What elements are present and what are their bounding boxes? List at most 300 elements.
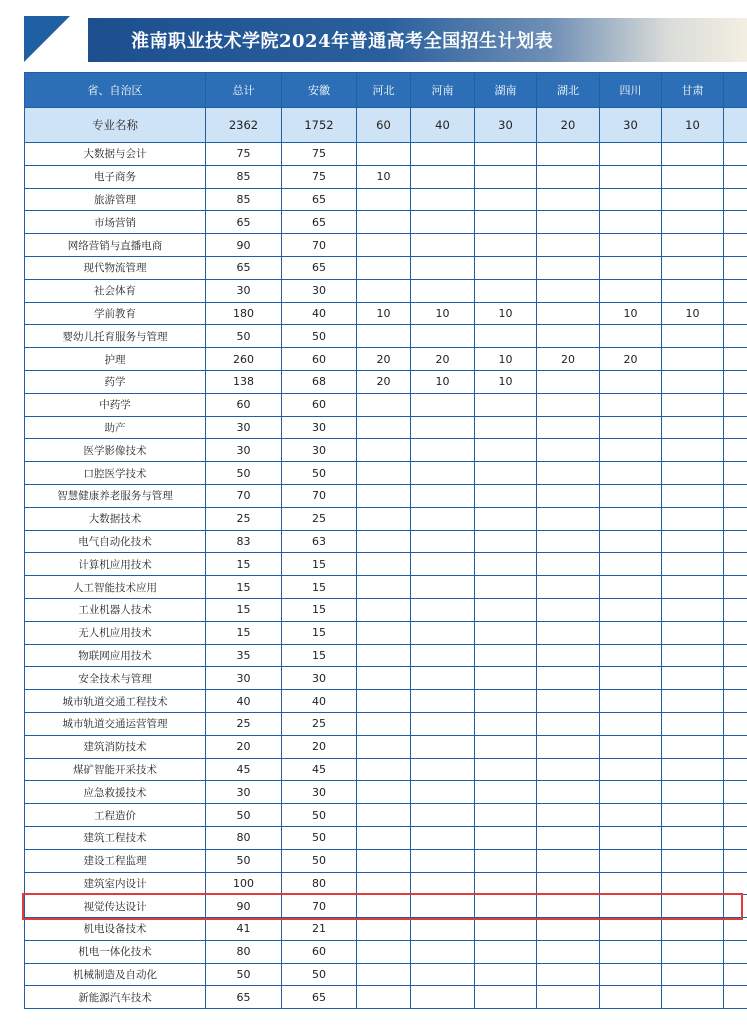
cell-value: 30: [206, 667, 282, 690]
cell-value: 80: [206, 826, 282, 849]
cell-label: 婴幼儿托育服务与管理: [25, 325, 206, 348]
cell-value: [411, 895, 475, 918]
cell-label: 大数据技术: [25, 507, 206, 530]
cell-value: [537, 507, 600, 530]
cell-value: [724, 872, 747, 895]
cell-value: [537, 667, 600, 690]
cell-value: [537, 758, 600, 781]
cell-value: 65: [282, 986, 357, 1009]
cell-value: [537, 690, 600, 713]
title-banner: [88, 18, 747, 62]
cell-value: [475, 621, 537, 644]
cell-value: [724, 690, 747, 713]
cell-value: [357, 940, 411, 963]
cell-value: [475, 165, 537, 188]
cell-value: 10: [475, 302, 537, 325]
cell-value: 总计: [206, 73, 282, 108]
cell-value: 20: [357, 370, 411, 393]
cell-value: [357, 758, 411, 781]
cell-label: 药学: [25, 370, 206, 393]
cell-value: [537, 211, 600, 234]
corner-triangle-decoration: [24, 16, 70, 62]
cell-value: 25: [206, 507, 282, 530]
cell-value: [357, 439, 411, 462]
cell-value: [357, 234, 411, 257]
table-row: [25, 963, 747, 986]
cell-value: 30: [475, 108, 537, 143]
table-row: [25, 598, 747, 621]
cell-value: [537, 416, 600, 439]
cell-value: [357, 507, 411, 530]
table-row: [25, 940, 747, 963]
cell-value: 65: [282, 188, 357, 211]
cell-value: [724, 621, 747, 644]
cell-value: [662, 712, 724, 735]
cell-value: 63: [282, 530, 357, 553]
cell-value: 50: [206, 849, 282, 872]
cell-value: [537, 781, 600, 804]
cell-value: [475, 690, 537, 713]
cell-value: [537, 621, 600, 644]
cell-value: [600, 507, 662, 530]
cell-value: [537, 302, 600, 325]
cell-value: 50: [206, 325, 282, 348]
cell-value: [357, 826, 411, 849]
cell-value: [600, 849, 662, 872]
cell-value: 湖南: [475, 73, 537, 108]
cell-value: [724, 781, 747, 804]
cell-value: 60: [282, 393, 357, 416]
cell-value: 30: [206, 416, 282, 439]
cell-value: [662, 507, 724, 530]
cell-value: [357, 416, 411, 439]
cell-value: [475, 143, 537, 166]
cell-value: 10: [411, 370, 475, 393]
cell-value: [662, 690, 724, 713]
cell-value: [475, 530, 537, 553]
cell-value: [724, 325, 747, 348]
cell-value: [600, 325, 662, 348]
cell-value: [475, 484, 537, 507]
cell-value: [537, 918, 600, 941]
cell-value: [600, 804, 662, 827]
cell-value: [357, 188, 411, 211]
cell-value: [357, 598, 411, 621]
cell-label: 省、自治区: [25, 73, 206, 108]
cell-value: [662, 484, 724, 507]
cell-value: 50: [282, 325, 357, 348]
cell-label: 应急救援技术: [25, 781, 206, 804]
cell-value: [600, 211, 662, 234]
cell-label: 旅游管理: [25, 188, 206, 211]
cell-label: 现代物流管理: [25, 256, 206, 279]
cell-value: [411, 143, 475, 166]
cell-value: [475, 553, 537, 576]
table-row: [25, 621, 747, 644]
cell-value: [411, 690, 475, 713]
cell-value: [600, 735, 662, 758]
cell-value: 50: [206, 804, 282, 827]
table-row: [25, 576, 747, 599]
cell-value: [475, 188, 537, 211]
table-row: [25, 143, 747, 166]
cell-value: [411, 667, 475, 690]
cell-value: 40: [282, 690, 357, 713]
cell-value: [411, 804, 475, 827]
cell-value: [537, 826, 600, 849]
cell-value: 60: [357, 108, 411, 143]
cell-value: 35: [206, 644, 282, 667]
cell-value: [662, 940, 724, 963]
table-row: [25, 530, 747, 553]
cell-value: [537, 804, 600, 827]
cell-value: [724, 895, 747, 918]
cell-value: [475, 416, 537, 439]
cell-value: [537, 439, 600, 462]
cell-value: [357, 553, 411, 576]
cell-label: 煤矿智能开采技术: [25, 758, 206, 781]
cell-value: [724, 73, 747, 108]
cell-value: [537, 393, 600, 416]
cell-value: 100: [206, 872, 282, 895]
cell-value: [411, 416, 475, 439]
cell-label: 城市轨道交通运营管理: [25, 712, 206, 735]
cell-label: 市场营销: [25, 211, 206, 234]
cell-value: 15: [282, 553, 357, 576]
cell-label: 无人机应用技术: [25, 621, 206, 644]
cell-value: [411, 325, 475, 348]
cell-value: [662, 143, 724, 166]
cell-value: 30: [282, 439, 357, 462]
cell-value: 25: [206, 712, 282, 735]
cell-value: 10: [662, 302, 724, 325]
cell-value: [724, 712, 747, 735]
cell-value: [600, 918, 662, 941]
cell-value: [475, 804, 537, 827]
cell-value: [475, 211, 537, 234]
cell-value: [662, 530, 724, 553]
cell-value: [724, 188, 747, 211]
cell-value: 甘肃: [662, 73, 724, 108]
cell-value: [724, 165, 747, 188]
cell-label: 医学影像技术: [25, 439, 206, 462]
table-row: [25, 256, 747, 279]
cell-value: [724, 484, 747, 507]
cell-value: [724, 940, 747, 963]
cell-value: [724, 735, 747, 758]
cell-value: [475, 644, 537, 667]
cell-value: 30: [282, 781, 357, 804]
cell-label: 护理: [25, 348, 206, 371]
cell-label: 物联网应用技术: [25, 644, 206, 667]
cell-value: [662, 598, 724, 621]
cell-value: [600, 758, 662, 781]
cell-value: [357, 530, 411, 553]
cell-value: 1752: [282, 108, 357, 143]
cell-value: 65: [206, 211, 282, 234]
cell-value: [411, 826, 475, 849]
cell-value: 25: [282, 712, 357, 735]
cell-value: 40: [411, 108, 475, 143]
cell-value: 41: [206, 918, 282, 941]
cell-value: 180: [206, 302, 282, 325]
cell-value: [724, 667, 747, 690]
cell-label: 建设工程监理: [25, 849, 206, 872]
cell-value: 30: [206, 781, 282, 804]
cell-value: [662, 758, 724, 781]
cell-value: [662, 416, 724, 439]
cell-value: [724, 462, 747, 485]
cell-value: [537, 644, 600, 667]
cell-value: [357, 325, 411, 348]
cell-value: [662, 895, 724, 918]
cell-value: [411, 165, 475, 188]
cell-label: 学前教育: [25, 302, 206, 325]
cell-value: [662, 325, 724, 348]
cell-value: [475, 598, 537, 621]
cell-value: [357, 849, 411, 872]
cell-value: [537, 963, 600, 986]
cell-value: 30: [600, 108, 662, 143]
cell-label: 机械制造及自动化: [25, 963, 206, 986]
cell-value: [662, 872, 724, 895]
cell-value: [475, 279, 537, 302]
cell-value: [537, 165, 600, 188]
cell-value: [475, 735, 537, 758]
cell-value: [411, 986, 475, 1009]
cell-value: 65: [206, 256, 282, 279]
cell-value: [537, 872, 600, 895]
cell-value: [724, 804, 747, 827]
cell-label: 口腔医学技术: [25, 462, 206, 485]
cell-value: [600, 530, 662, 553]
cell-value: [662, 393, 724, 416]
cell-value: [411, 553, 475, 576]
enrollment-plan-table: [24, 72, 747, 1009]
cell-value: 30: [282, 279, 357, 302]
cell-label: 新能源汽车技术: [25, 986, 206, 1009]
cell-value: 河北: [357, 73, 411, 108]
cell-label: 网络营销与直播电商: [25, 234, 206, 257]
table-totals-row: [25, 108, 747, 143]
cell-value: [600, 484, 662, 507]
table-row: [25, 644, 747, 667]
cell-value: [475, 667, 537, 690]
cell-value: [411, 188, 475, 211]
cell-label: 工业机器人技术: [25, 598, 206, 621]
cell-value: 安徽: [282, 73, 357, 108]
cell-value: [724, 849, 747, 872]
cell-value: 30: [282, 667, 357, 690]
cell-label: 工程造价: [25, 804, 206, 827]
cell-value: [600, 165, 662, 188]
cell-value: 60: [282, 348, 357, 371]
cell-value: 50: [282, 826, 357, 849]
cell-value: [537, 986, 600, 1009]
cell-value: [537, 188, 600, 211]
cell-value: 75: [282, 165, 357, 188]
cell-value: [357, 484, 411, 507]
cell-value: [475, 872, 537, 895]
cell-value: [357, 963, 411, 986]
cell-value: 260: [206, 348, 282, 371]
cell-value: [357, 918, 411, 941]
cell-value: [724, 416, 747, 439]
cell-value: [475, 826, 537, 849]
cell-value: [662, 667, 724, 690]
cell-value: 20: [206, 735, 282, 758]
cell-value: [662, 553, 724, 576]
cell-value: [411, 279, 475, 302]
cell-value: [357, 895, 411, 918]
cell-value: [537, 256, 600, 279]
cell-label: 助产: [25, 416, 206, 439]
cell-label: 机电设备技术: [25, 918, 206, 941]
cell-value: [600, 188, 662, 211]
cell-value: [662, 165, 724, 188]
cell-value: [475, 712, 537, 735]
cell-value: [600, 370, 662, 393]
cell-value: [475, 758, 537, 781]
cell-value: [724, 211, 747, 234]
cell-value: [724, 598, 747, 621]
cell-value: [537, 279, 600, 302]
cell-value: [600, 598, 662, 621]
cell-value: 20: [357, 348, 411, 371]
cell-value: [537, 143, 600, 166]
cell-value: [600, 963, 662, 986]
cell-value: [537, 553, 600, 576]
cell-value: [357, 986, 411, 1009]
cell-value: [411, 576, 475, 599]
cell-value: [537, 849, 600, 872]
cell-value: [357, 143, 411, 166]
cell-value: 80: [282, 872, 357, 895]
cell-value: [662, 735, 724, 758]
cell-value: [662, 234, 724, 257]
cell-value: [357, 211, 411, 234]
cell-value: [475, 781, 537, 804]
cell-value: [724, 507, 747, 530]
table-row: [25, 234, 747, 257]
cell-value: 85: [206, 188, 282, 211]
cell-value: 65: [206, 986, 282, 1009]
cell-value: [724, 530, 747, 553]
table-row: [25, 667, 747, 690]
cell-value: [600, 940, 662, 963]
cell-value: 50: [282, 963, 357, 986]
cell-value: [411, 598, 475, 621]
cell-value: 50: [206, 963, 282, 986]
cell-value: [475, 986, 537, 1009]
cell-label: 安全技术与管理: [25, 667, 206, 690]
cell-value: [357, 690, 411, 713]
cell-value: 20: [600, 348, 662, 371]
table-row: [25, 826, 747, 849]
cell-value: [357, 712, 411, 735]
cell-value: [724, 986, 747, 1009]
cell-value: 15: [282, 598, 357, 621]
cell-value: [475, 507, 537, 530]
cell-value: 30: [206, 279, 282, 302]
table-row-highlighted: [25, 895, 747, 918]
cell-value: [600, 234, 662, 257]
cell-value: [600, 690, 662, 713]
cell-label: 人工智能技术应用: [25, 576, 206, 599]
cell-value: [600, 826, 662, 849]
cell-label: 计算机应用技术: [25, 553, 206, 576]
cell-value: [475, 439, 537, 462]
cell-value: [724, 279, 747, 302]
cell-value: 10: [357, 165, 411, 188]
cell-value: [600, 895, 662, 918]
cell-value: [662, 256, 724, 279]
cell-value: 15: [206, 553, 282, 576]
cell-value: [662, 986, 724, 1009]
cell-value: 20: [411, 348, 475, 371]
table-row: [25, 370, 747, 393]
cell-value: [724, 644, 747, 667]
cell-value: [411, 872, 475, 895]
cell-value: [600, 256, 662, 279]
cell-value: [537, 234, 600, 257]
cell-value: [411, 507, 475, 530]
cell-value: 15: [282, 576, 357, 599]
cell-value: 60: [282, 940, 357, 963]
cell-value: [600, 781, 662, 804]
cell-value: [724, 918, 747, 941]
cell-value: [600, 621, 662, 644]
cell-value: [724, 143, 747, 166]
cell-value: [724, 553, 747, 576]
cell-value: [600, 416, 662, 439]
cell-label: 社会体育: [25, 279, 206, 302]
cell-value: [411, 439, 475, 462]
cell-value: [475, 325, 537, 348]
cell-value: 50: [282, 849, 357, 872]
cell-label: 建筑消防技术: [25, 735, 206, 758]
cell-value: [662, 804, 724, 827]
table-row: [25, 872, 747, 895]
cell-value: [411, 530, 475, 553]
cell-value: [600, 143, 662, 166]
cell-value: [662, 781, 724, 804]
cell-value: [662, 644, 724, 667]
cell-value: [600, 576, 662, 599]
cell-value: [600, 279, 662, 302]
cell-value: [724, 576, 747, 599]
cell-value: [357, 462, 411, 485]
cell-value: [662, 211, 724, 234]
cell-value: [600, 393, 662, 416]
cell-value: [600, 644, 662, 667]
cell-value: 10: [411, 302, 475, 325]
cell-value: [662, 439, 724, 462]
cell-value: [724, 963, 747, 986]
cell-value: [475, 256, 537, 279]
cell-value: 75: [282, 143, 357, 166]
cell-value: 45: [206, 758, 282, 781]
cell-value: [411, 621, 475, 644]
cell-value: [662, 462, 724, 485]
cell-value: [662, 188, 724, 211]
cell-value: [475, 895, 537, 918]
cell-value: 45: [282, 758, 357, 781]
cell-value: [411, 393, 475, 416]
cell-value: [475, 963, 537, 986]
cell-value: [724, 302, 747, 325]
cell-value: [411, 963, 475, 986]
